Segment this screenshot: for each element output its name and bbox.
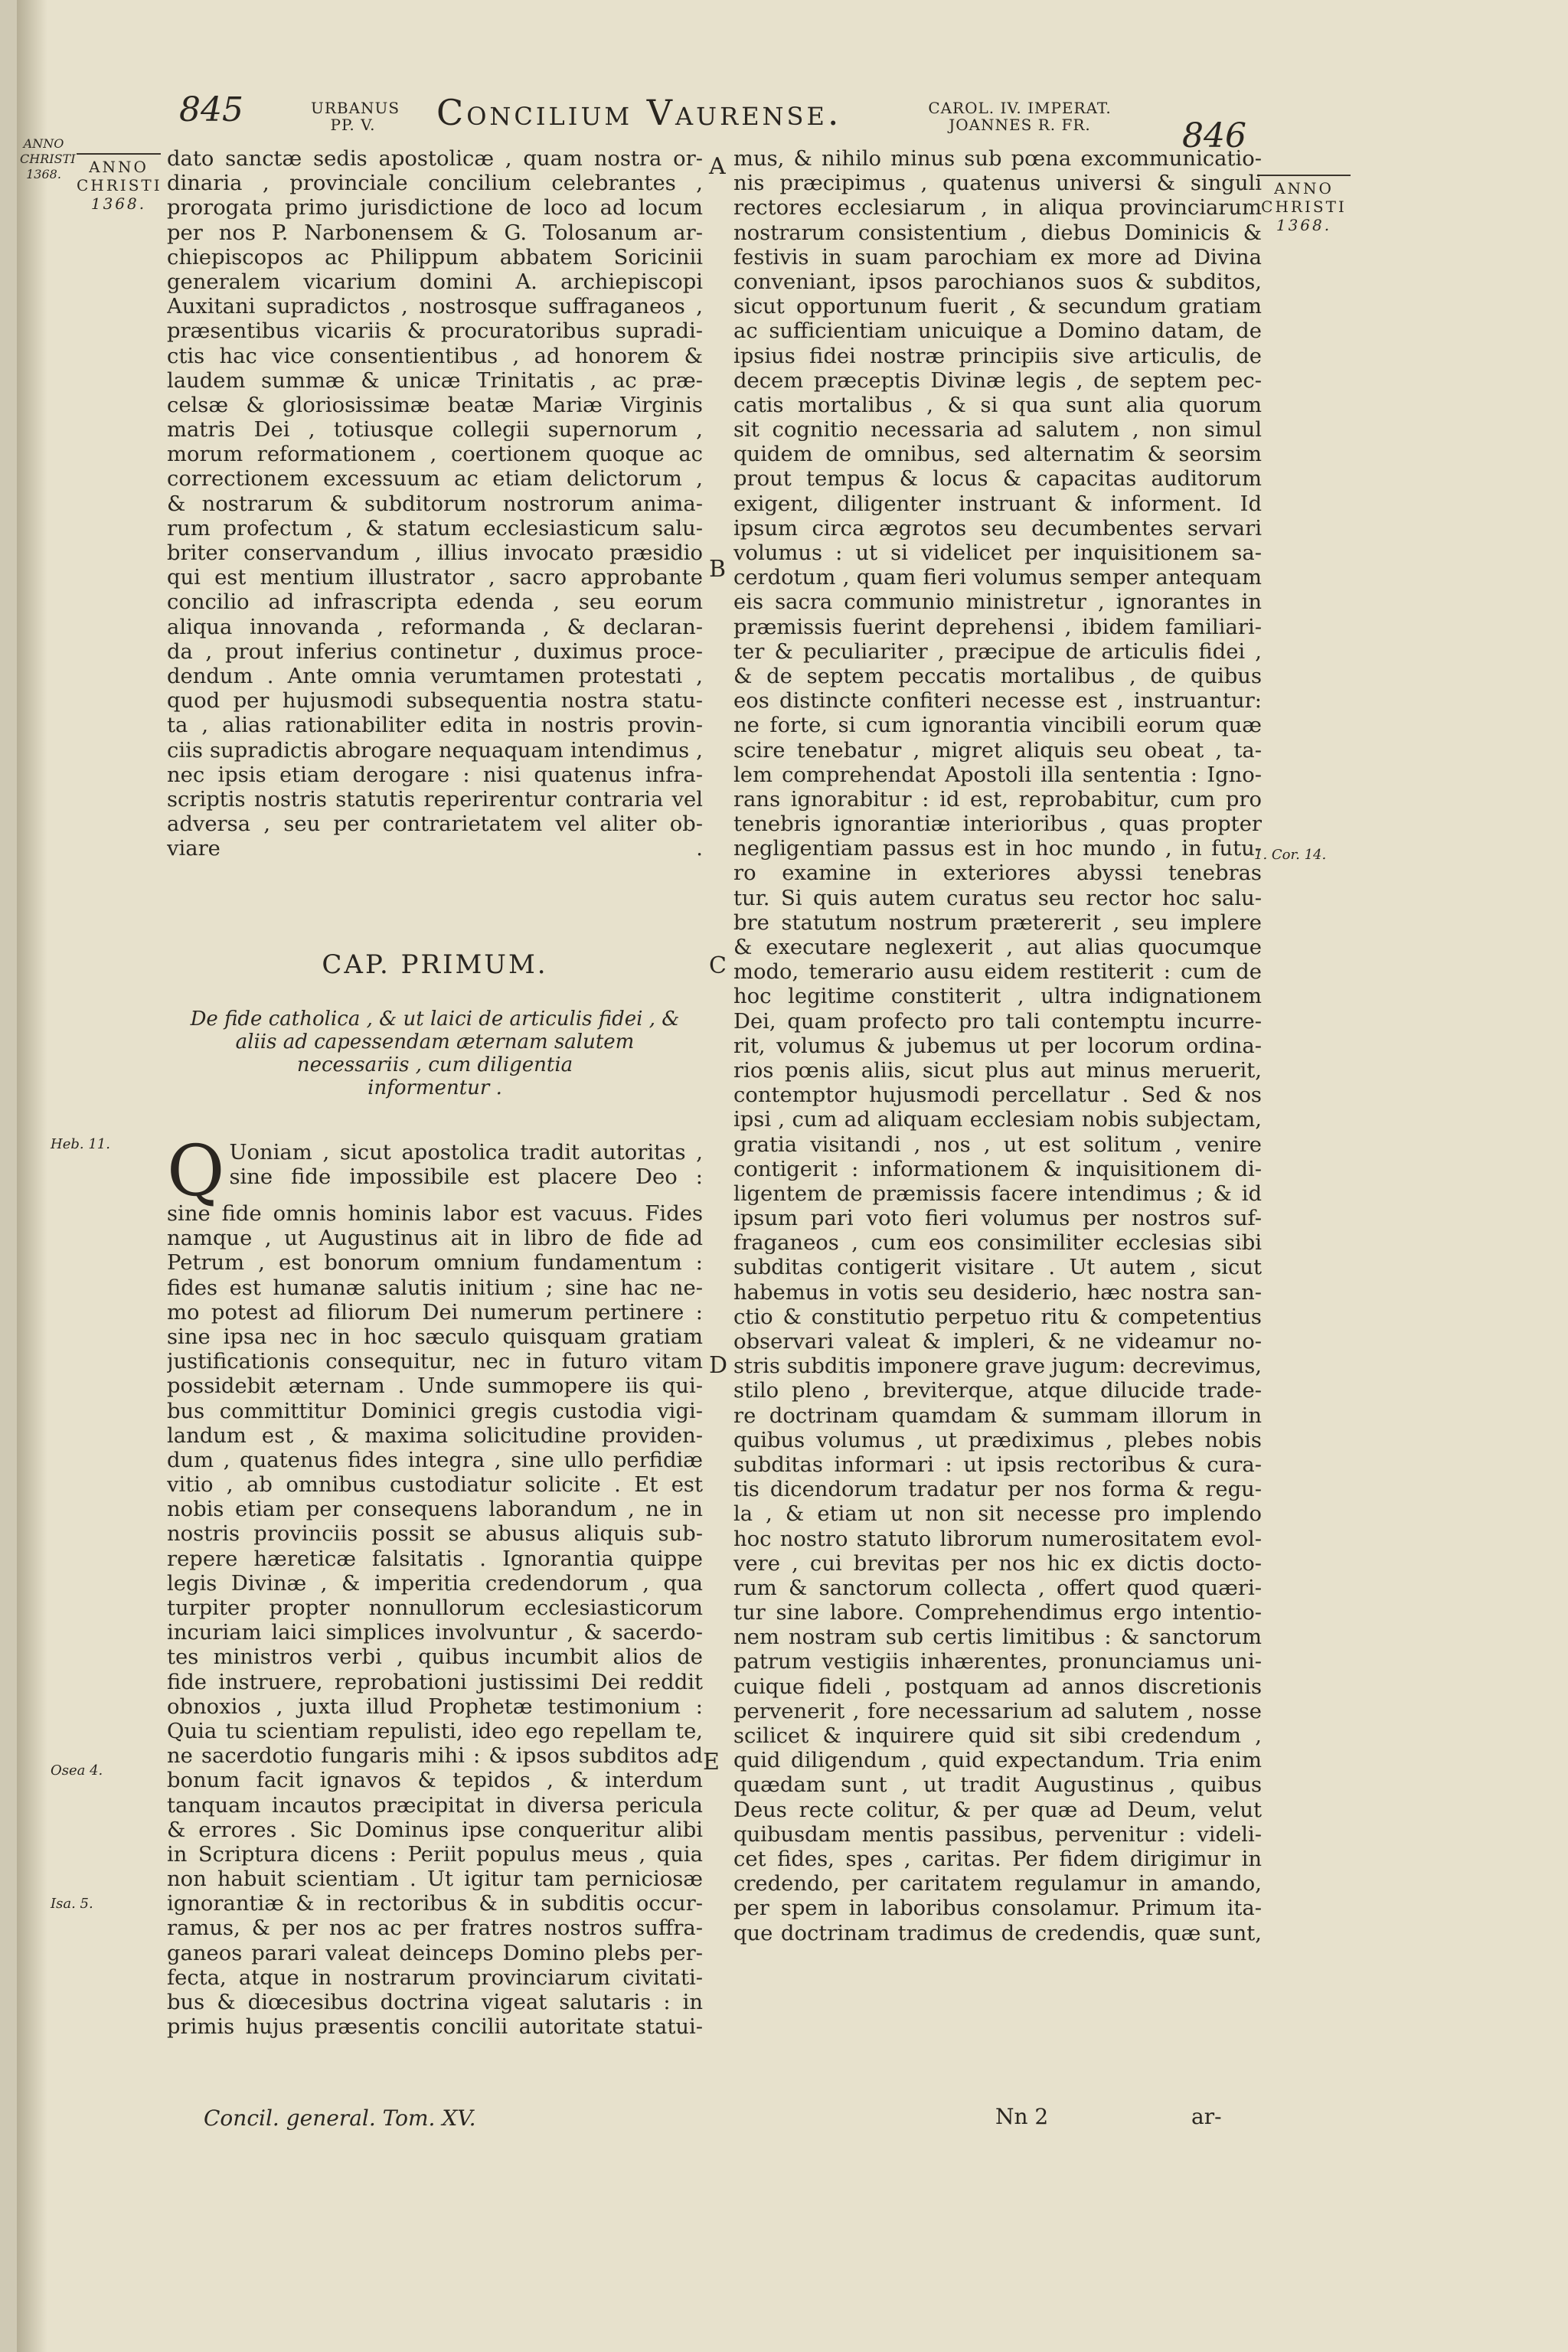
left-column-body xyxy=(167,1130,703,2040)
text-line: scriptis nostris statutis reperirentur contraria vel xyxy=(167,787,703,812)
text-line: Deus recte colitur, & per quæ ad Deum, velut xyxy=(733,1798,1262,1822)
text-line: Petrum , est bonorum omnium fundamentum : xyxy=(167,1251,703,1276)
text-line: obnoxios , juxta illud Prophetæ testimonium : xyxy=(167,1694,703,1719)
text-line: legis Divinæ , & imperitia credendorum , qua xyxy=(167,1571,703,1596)
edge-anno-note xyxy=(20,136,76,182)
running-head-left-top: URBANUS xyxy=(311,99,400,117)
text-line: per nos P. Narbonensem & G. Tolosanum ar- xyxy=(167,220,703,245)
marginal-note-isa: Isa. 5. xyxy=(51,1896,93,1912)
text-line: sit cognitio necessaria ad salutem , non simul xyxy=(733,418,1262,443)
text-line: vitio , ab omnibus custodiatur solicite . Et est xyxy=(167,1473,703,1498)
text-line: turpiter propter nonnullorum ecclesiasticorum xyxy=(167,1596,703,1620)
text-line: vere , cui brevitas per nos hic ex dictis docto- xyxy=(733,1551,1262,1576)
text-line: patrum vestigiis inhærentes, pronunciamus uni- xyxy=(733,1650,1262,1674)
text-line: morum reformationem , coertionem quoque ac xyxy=(167,443,703,467)
text-line: adversa , seu per contrarietatem vel aliter ob- xyxy=(167,812,703,837)
edge-anno-word1: ANNO xyxy=(23,136,64,151)
left-body-first-lines xyxy=(167,1141,703,1190)
footer-volume: Concil. general. Tom. XV. xyxy=(204,2105,476,2131)
text-line: quod per hujusmodi subsequentia nostra statu- xyxy=(167,689,703,714)
marginal-note-cor: 1. Cor. 14. xyxy=(1254,847,1327,863)
running-head-right-top: CAROL. IV. IMPERAT. xyxy=(928,99,1112,117)
text-line: repere hæreticæ falsitatis . Ignorantia quippe xyxy=(167,1547,703,1571)
text-line: qui est mentium illustrator , sacro approbante xyxy=(167,566,703,590)
anno-left-word1: ANNO xyxy=(89,158,149,176)
text-line: negligentiam passus est in hoc mundo , in futu- xyxy=(733,837,1262,861)
running-head-right-bottom: JOANNES R. FR. xyxy=(949,116,1091,134)
text-line: concilio ad infrascripta edenda , seu eorum xyxy=(167,590,703,615)
text-line: celsæ & gloriosissimæ beatæ Mariæ Virginis xyxy=(167,393,703,417)
text-line: & errores . Sic Dominus ipse conqueritur alibi xyxy=(167,1818,703,1842)
text-line: laudem summæ & unicæ Trinitatis , ac præ- xyxy=(167,368,703,393)
running-head-right xyxy=(905,100,1135,133)
left-body-lines xyxy=(167,1202,703,2040)
text-line: non habuit scientiam . Ut igitur tam perniciosæ xyxy=(167,1867,703,1892)
text-line: ligentem de præmissis facere intendimus ; & id xyxy=(733,1181,1262,1206)
text-line: ipsum pari voto fieri volumus per nostros suf- xyxy=(733,1207,1262,1231)
text-line: ro examine in exteriores abyssi tenebras xyxy=(733,861,1262,886)
text-line: sine ipsa nec in hoc sæculo quisquam gratiam xyxy=(167,1325,703,1349)
anno-note-right xyxy=(1257,175,1351,234)
text-line: ipsum circa ægrotos seu decumbentes servari xyxy=(733,516,1262,541)
text-line: credendo, per caritatem regulamur in amando, xyxy=(733,1872,1262,1896)
page-number-right: 846 xyxy=(1182,116,1246,155)
text-line: landum est , & maxima solicitudine providen- xyxy=(167,1423,703,1448)
text-line: ctio & constitutio perpetuo ritu & competentius xyxy=(733,1305,1262,1329)
text-line: nem nostram sub certis limitibus : & sanctorum xyxy=(733,1625,1262,1650)
text-line: rios pœnis aliis, sicut plus aut minus meruerit, xyxy=(733,1058,1262,1083)
text-line: ne sacerdotio fungaris mihi : & ipsos subditos ad xyxy=(167,1744,703,1769)
catchword: ar- xyxy=(1191,2104,1222,2129)
gutter-shadow xyxy=(17,0,47,2352)
marginal-note-heb: Heb. 11. xyxy=(51,1136,110,1152)
text-line: habemus in votis seu desiderio, hæc nostra san- xyxy=(733,1280,1262,1305)
text-line: dato sanctæ sedis apostolicæ , quam nostra or- xyxy=(167,147,703,171)
text-line: quibus volumus , ut prædiximus , plebes nobis xyxy=(733,1428,1262,1452)
section-letter-a: A xyxy=(709,153,726,180)
text-line: hoc nostro statuto librorum numerositatem evol- xyxy=(733,1527,1262,1551)
page-number-left: 845 xyxy=(179,90,243,129)
text-line: subditas informari : ut ipsis rectoribus & cura- xyxy=(733,1452,1262,1477)
text-line: Uoniam , sicut apostolica tradit autoritas , xyxy=(229,1141,703,1165)
text-line: primis hujus præsentis concilii autoritate statui- xyxy=(167,2015,703,2040)
text-line: tenebris ignorantiæ interioribus , quas propter xyxy=(733,812,1262,837)
text-line: fraganeos , cum eos consimiliter ecclesias sibi xyxy=(733,1231,1262,1256)
text-line: bre statutum nostrum prætererit , seu implere xyxy=(733,910,1262,935)
edge-anno-year: 1368. xyxy=(26,167,61,181)
text-line: nis præcipimus , quatenus universi & singuli xyxy=(733,172,1262,196)
text-line: correctionem excessuum ac etiam delictorum , xyxy=(167,467,703,492)
text-line: matris Dei , totiusque collegii supernorum , xyxy=(167,418,703,443)
text-line: da , prout inferius continetur , duximus proce- xyxy=(167,639,703,664)
text-line: ta , alias rationabiliter edita in nostris provin- xyxy=(167,714,703,738)
text-line: subditas contigerit visitare . Ut autem , sicut xyxy=(733,1256,1262,1280)
text-line: scilicet & inquirere quid sit sibi credendum , xyxy=(733,1724,1262,1748)
text-line: rit, volumus & jubemus ut per locorum ordina- xyxy=(733,1034,1262,1058)
text-line: ter & peculiariter , præcipue de articulis fidei , xyxy=(733,639,1262,664)
book-page xyxy=(17,0,1568,2352)
text-line: sine fide omnis hominis labor est vacuus. Fides xyxy=(167,1202,703,1226)
text-line: sicut opportunum fuerit , & secundum gratiam xyxy=(733,295,1262,319)
text-line: tis dicendorum tradatur per nos forma & regu- xyxy=(733,1478,1262,1502)
text-line: ganeos parari valeat deinceps Domino plebs per- xyxy=(167,1941,703,1965)
text-line: namque , ut Augustinus ait in libro de fide ad xyxy=(167,1227,703,1251)
text-line: mo potest ad filiorum Dei numerum pertinere : xyxy=(167,1300,703,1325)
text-line: in Scriptura dicens : Periit populus meus , quia xyxy=(167,1842,703,1867)
text-line: prout tempus & locus & capacitas auditorum xyxy=(733,467,1262,492)
text-line: ac sufficientiam unicuique a Domino datam, de xyxy=(733,319,1262,344)
anno-left-year: 1368. xyxy=(90,194,147,213)
chapter-subtitle-line: aliis ad capessendam æternam salutem xyxy=(235,1031,635,1054)
text-line: rum profectum , & statum ecclesiasticum salu- xyxy=(167,516,703,541)
text-line: la , & etiam ut non sit necesse pro implendo xyxy=(733,1502,1262,1527)
text-line: præmissis fuerint deprehensi , ibidem familiari- xyxy=(733,615,1262,639)
text-line: bonum facit ignavos & tepidos , & interdum xyxy=(167,1769,703,1793)
text-line: tur. Si quis autem curatus seu rector hoc salu- xyxy=(733,886,1262,910)
left-column-top-text xyxy=(167,147,703,861)
text-line: dendum . Ante omnia verumtamen protestati , xyxy=(167,664,703,688)
text-line: Dei, quam profecto pro tali contemptu incurre- xyxy=(733,1009,1262,1034)
text-line: que doctrinam tradimus de credendis, quæ sunt, xyxy=(733,1921,1262,1945)
text-line: dinaria , provinciale concilium celebrantes , xyxy=(167,172,703,196)
text-line: ipsius fidei nostræ principiis sive articulis, de xyxy=(733,344,1262,368)
signature-mark: Nn 2 xyxy=(995,2104,1049,2129)
text-line: scire tenebatur , migret aliquis seu obeat , ta- xyxy=(733,738,1262,763)
running-head-left-bottom: PP. V. xyxy=(330,116,376,134)
text-line: contigerit : informationem & inquisitionem di- xyxy=(733,1157,1262,1181)
marginal-note-osea: Osea 4. xyxy=(51,1762,103,1779)
text-line: ignorantiæ & in rectoribus & in subditis occur- xyxy=(167,1892,703,1916)
anno-right-year: 1368. xyxy=(1276,216,1332,234)
text-line: cerdotum , quam fieri volumus semper antequam xyxy=(733,566,1262,590)
text-line: rum & sanctorum collecta , offert quod quæri- xyxy=(733,1576,1262,1600)
text-line: quædam sunt , ut tradit Augustinus , quibus xyxy=(733,1773,1262,1798)
text-line: mus, & nihilo minus sub pœna excommunicatio- xyxy=(733,147,1262,171)
text-line: dum , quatenus fides integra , sine ullo perfidiæ xyxy=(167,1448,703,1472)
text-line: eos distincte confiteri necesse est , instruantur: xyxy=(733,689,1262,714)
text-line: Quia tu scientiam repulisti, ideo ego repellam te, xyxy=(167,1719,703,1743)
text-line: fecta, atque in nostrarum provinciarum civitati- xyxy=(167,1965,703,1990)
text-line: ipsi , cum ad aliquam ecclesiam nobis subjectam, xyxy=(733,1108,1262,1132)
text-line: justificationis consequitur, nec in futuro vitam xyxy=(167,1350,703,1374)
text-line: quid diligendum , quid expectandum. Tria enim xyxy=(733,1749,1262,1773)
text-line: ramus, & per nos ac per fratres nostros suffra- xyxy=(167,1916,703,1941)
text-line: eis sacra communio ministretur , ignorantes in xyxy=(733,590,1262,615)
text-line: Auxitani supradictos , nostrosque suffraganeos , xyxy=(167,295,703,319)
text-line: cuique fideli , postquam ad annos discretionis xyxy=(733,1674,1262,1699)
text-line: nobis etiam per consequens laborandum , ne in xyxy=(167,1498,703,1522)
text-line: conveniant, ipsos parochianos suos & subditos, xyxy=(733,270,1262,294)
chapter-subtitle-line: De fide catholica , & ut laici de articulis fidei , & xyxy=(190,1008,680,1031)
text-line: catis mortalibus , & si qua sunt alia quorum xyxy=(733,393,1262,417)
text-line: volumus : ut si videlicet per inquisitionem sa- xyxy=(733,541,1262,565)
text-line: ciis supradictis abrogare nequaquam intendimus , xyxy=(167,738,703,763)
chapter-subtitle-line: informentur . xyxy=(368,1076,502,1099)
text-line: & nostrarum & subditorum nostrorum anima- xyxy=(167,492,703,516)
text-line: nostrarum consistentium , diebus Dominicis & xyxy=(733,220,1262,245)
text-line: re doctrinam quamdam & summam illorum in xyxy=(733,1403,1262,1428)
anno-right-word2: CHRISTI xyxy=(1261,198,1347,216)
chapter-subtitle xyxy=(167,1008,703,1099)
text-line: viare . xyxy=(167,837,703,861)
section-letter-c: C xyxy=(709,952,727,979)
text-line: sine fide impossibile est placere Deo : xyxy=(229,1165,703,1190)
page-title: Concilium Vaurense. xyxy=(436,92,842,133)
text-line: bus & diœcesibus doctrina vigeat salutaris : in xyxy=(167,1991,703,2014)
text-line: stris subditis imponere grave jugum: decrevimus, xyxy=(733,1354,1262,1379)
anno-right-word1: ANNO xyxy=(1274,179,1334,198)
anno-note-left xyxy=(77,153,161,213)
section-letter-e: E xyxy=(703,1749,720,1775)
text-line: festivis in suam parochiam ex more ad Divina xyxy=(733,245,1262,270)
text-line: modo, temerario ausu eidem restiterit : cum de xyxy=(733,960,1262,985)
text-line: generalem vicarium domini A. archiepiscopi xyxy=(167,270,703,294)
text-line: cet fides, spes , caritas. Per fidem dirigimur in xyxy=(733,1847,1262,1871)
text-line: tur sine labore. Comprehendimus ergo intentio- xyxy=(733,1601,1262,1625)
text-line: rectores ecclesiarum , in aliqua provinciarum xyxy=(733,196,1262,220)
text-line: pervenerit , fore necessarium ad salutem , nosse xyxy=(733,1699,1262,1723)
text-line: lem comprehendat Apostoli illa sententia : Igno- xyxy=(733,763,1262,787)
chapter-title: CAP. PRIMUM. xyxy=(322,949,548,980)
text-line: & de septem peccatis mortalibus , de quibus xyxy=(733,664,1262,688)
text-line: per spem in laboribus consolamur. Primum ita- xyxy=(733,1896,1262,1921)
text-line: ctis hac vice consentientibus , ad honorem & xyxy=(167,344,703,368)
text-line: observari valeat & impleri, & ne videamur no- xyxy=(733,1330,1262,1354)
text-line: aliqua innovanda , reformanda , & declaran- xyxy=(167,615,703,639)
text-line: rans ignorabitur : id est, reprobabitur, cum pro xyxy=(733,787,1262,812)
running-head-left xyxy=(311,99,400,134)
text-line: briter conservandum , illius invocato præsidio xyxy=(167,541,703,565)
text-line: possidebit æternam . Unde summopere iis qui- xyxy=(167,1374,703,1399)
text-line: quibusdam mentis passibus, pervenitur : videli- xyxy=(733,1822,1262,1847)
text-line: ne forte, si cum ignorantia vincibili eorum quæ xyxy=(733,714,1262,738)
text-line: hoc legitime constiterit , ultra indignationem xyxy=(733,985,1262,1009)
text-line: bus committitur Dominici gregis custodia vigi- xyxy=(167,1399,703,1423)
text-line: tes ministros verbi , quibus incumbit alios de xyxy=(167,1645,703,1670)
text-line: nostris provinciis possit se abusus aliquis sub- xyxy=(167,1522,703,1547)
text-line: tanquam incautos præcipitat in diversa pericula xyxy=(167,1793,703,1818)
text-line: gratia visitandi , nos , ut est solitum , venire xyxy=(733,1132,1262,1157)
right-column-text xyxy=(733,147,1262,1946)
text-line: fides est humanæ salutis initium ; sine hac ne- xyxy=(167,1276,703,1300)
text-line: fide instruere, reprobationi justissimi Dei reddit xyxy=(167,1670,703,1694)
text-line: contemptor hujusmodi percellatur . Sed & nos xyxy=(733,1083,1262,1108)
section-letter-d: D xyxy=(709,1352,728,1379)
text-line: præsentibus vicariis & procuratoribus supradi- xyxy=(167,319,703,344)
text-line: quidem de omnibus, sed alternatim & seorsim xyxy=(733,443,1262,467)
text-line: stilo pleno , breviterque, atque dilucide trade- xyxy=(733,1379,1262,1403)
drop-cap: Q xyxy=(167,1130,225,1212)
text-line: chiepiscopos ac Philippum abbatem Soricinii xyxy=(167,245,703,270)
text-line: nec ipsis etiam derogare : nisi quatenus infra- xyxy=(167,763,703,787)
text-line: prorogata primo jurisdictione de loco ad locum xyxy=(167,196,703,220)
text-line: & executare neglexerit , aut alias quocumque xyxy=(733,936,1262,959)
section-letter-b: B xyxy=(709,556,727,583)
chapter-subtitle-line: necessariis , cum diligentia xyxy=(296,1054,573,1076)
edge-anno-word2: CHRISTI xyxy=(20,152,76,166)
text-line: incuriam laici simplices involvuntur , & sacerdo- xyxy=(167,1621,703,1645)
text-line: decem præceptis Divinæ legis , de septem pec- xyxy=(733,368,1262,393)
anno-left-word2: CHRISTI xyxy=(77,176,162,194)
text-line: exigent, diligenter instruant & informent. Id xyxy=(733,492,1262,516)
